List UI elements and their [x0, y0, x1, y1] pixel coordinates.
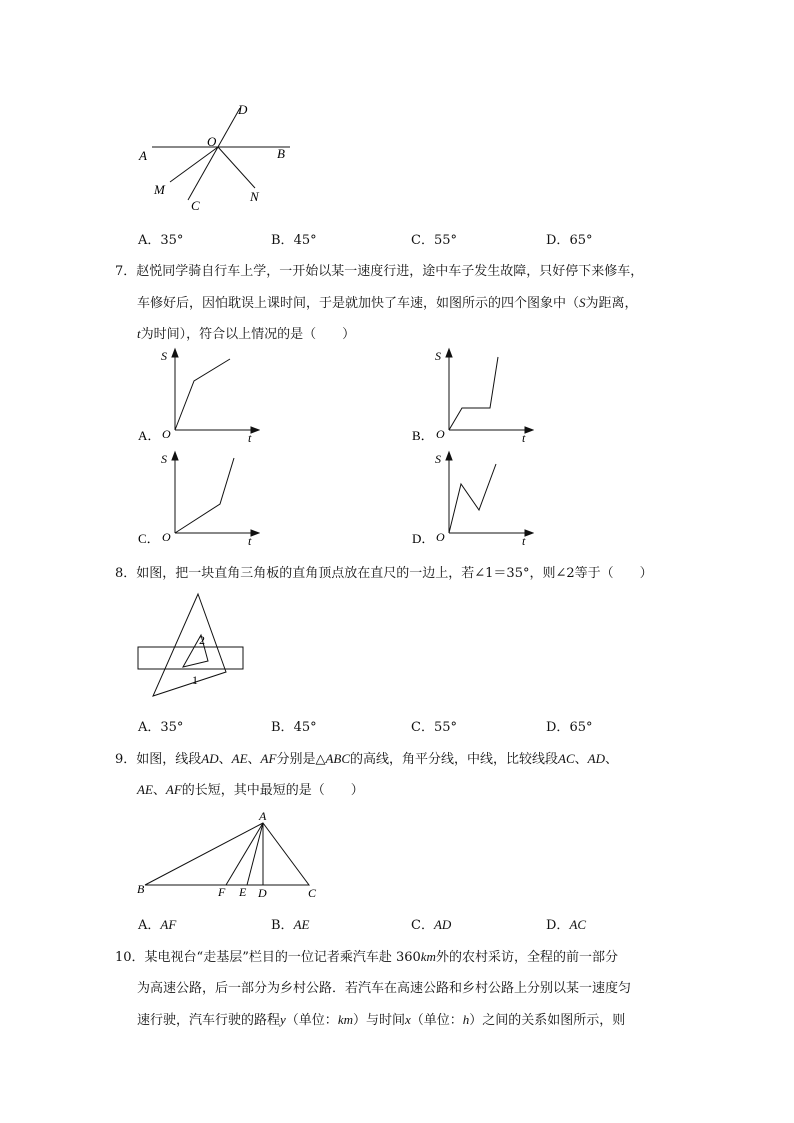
q7-graph-c[interactable]: [130, 448, 260, 548]
q9-option-a[interactable]: A．AF: [138, 917, 177, 933]
graph-d-curve: [449, 464, 496, 533]
label-m: M: [154, 182, 165, 197]
graph-c-x-label: t: [248, 534, 252, 548]
q7-graph-b[interactable]: [404, 345, 534, 445]
q8-option-d[interactable]: D．65°: [546, 720, 593, 735]
q9-option-c[interactable]: C．AD: [411, 917, 452, 933]
q10-line-2: 为高速公路，后一部分为乡村公路．若汽车在高速公路和乡村公路上分别以某一速度匀: [137, 981, 632, 996]
q9-line-1: 9．如图，线段AD、AE、AF分别是△ABC的高线，角平分线，中线，比较线段AC、AD、: [115, 751, 619, 767]
label-b: B: [277, 146, 285, 161]
graph-b-origin: O: [436, 427, 445, 441]
q6-option-d[interactable]: D．65°: [546, 233, 593, 248]
q7-line-1: 7．赵悦同学骑自行车上学，一开始以某一速度行进，途中车子发生故障，只好停下来修车，: [115, 264, 644, 279]
q9-option-d[interactable]: D．AC: [546, 917, 587, 933]
segment-ae: [247, 823, 263, 885]
q6-figure: [130, 100, 300, 215]
q9-option-b[interactable]: B．AE: [271, 917, 310, 933]
line-dc: [188, 108, 240, 200]
graph-b-curve: [449, 357, 498, 430]
graph-d-y-label: S: [435, 452, 441, 466]
label-f: F: [218, 885, 226, 899]
q10-line-1: 10．某电视台“走基层”栏目的一位记者乘汽车赴 360km外的农村采访，全程的前一部分: [115, 949, 618, 965]
graph-d-x-label: t: [522, 534, 526, 548]
q8-option-a[interactable]: A．35°: [138, 720, 184, 735]
graph-b-letter: B．: [412, 428, 434, 443]
q10-line-3: 速行驶，汽车行驶的路程y（单位：km）与时间x（单位：h）之间的关系如图所示，则: [137, 1012, 626, 1028]
triangle-outer: [153, 594, 226, 696]
q7-line-3: t为时间），符合以上情况的是（ ）: [137, 326, 356, 342]
graph-c-letter: C．: [138, 531, 160, 546]
ray-on: [218, 147, 255, 188]
label-c: C: [308, 886, 317, 900]
label-n: N: [250, 189, 259, 204]
graph-d-origin: O: [436, 530, 445, 544]
graph-c-y-label: S: [161, 452, 167, 466]
angle-2-label: 2: [199, 633, 205, 647]
q8-option-b[interactable]: B．45°: [271, 720, 317, 735]
label-a: A: [139, 148, 147, 163]
q7-graph-a[interactable]: [130, 345, 260, 445]
graph-b-x-label: t: [522, 431, 526, 445]
graph-a-y-label: S: [161, 349, 167, 363]
q6-option-a[interactable]: A．35°: [138, 233, 184, 248]
q6-option-c[interactable]: C．55°: [411, 233, 457, 248]
q8-figure: [135, 590, 250, 700]
q9-line-2: AE、AF的长短，其中最短的是（ ）: [137, 782, 364, 798]
graph-a-x-label: t: [248, 431, 252, 445]
label-d: D: [238, 102, 248, 117]
graph-a-origin: O: [162, 427, 171, 441]
graph-c-origin: O: [162, 530, 171, 544]
label-a: A: [259, 809, 267, 823]
q9-figure: [130, 805, 330, 905]
q8-option-c[interactable]: C．55°: [411, 720, 457, 735]
label-b: B: [137, 882, 145, 896]
label-e: E: [239, 885, 247, 899]
q7-line-2: 车修好后，因怕耽误上课时间，于是就加快了车速，如图所示的四个图象中（S为距离，: [137, 295, 638, 311]
graph-a-letter: A．: [138, 428, 161, 443]
label-c: C: [191, 198, 200, 213]
graph-a-curve: [175, 359, 230, 430]
q6-option-b[interactable]: B．45°: [271, 233, 317, 248]
graph-d-letter: D．: [412, 531, 435, 546]
graph-c-curve: [175, 458, 234, 533]
q7-graph-d[interactable]: [404, 448, 534, 548]
graph-b-y-label: S: [435, 349, 441, 363]
ray-om: [170, 147, 218, 182]
label-d: D: [258, 886, 267, 900]
label-o: O: [207, 134, 217, 149]
angle-1-label: 1: [192, 673, 198, 687]
triangle-abc: [145, 823, 309, 885]
q8-text: 8．如图，把一块直角三角板的直角顶点放在直尺的一边上，若∠1＝35°，则∠2等于（ ）: [115, 566, 653, 581]
